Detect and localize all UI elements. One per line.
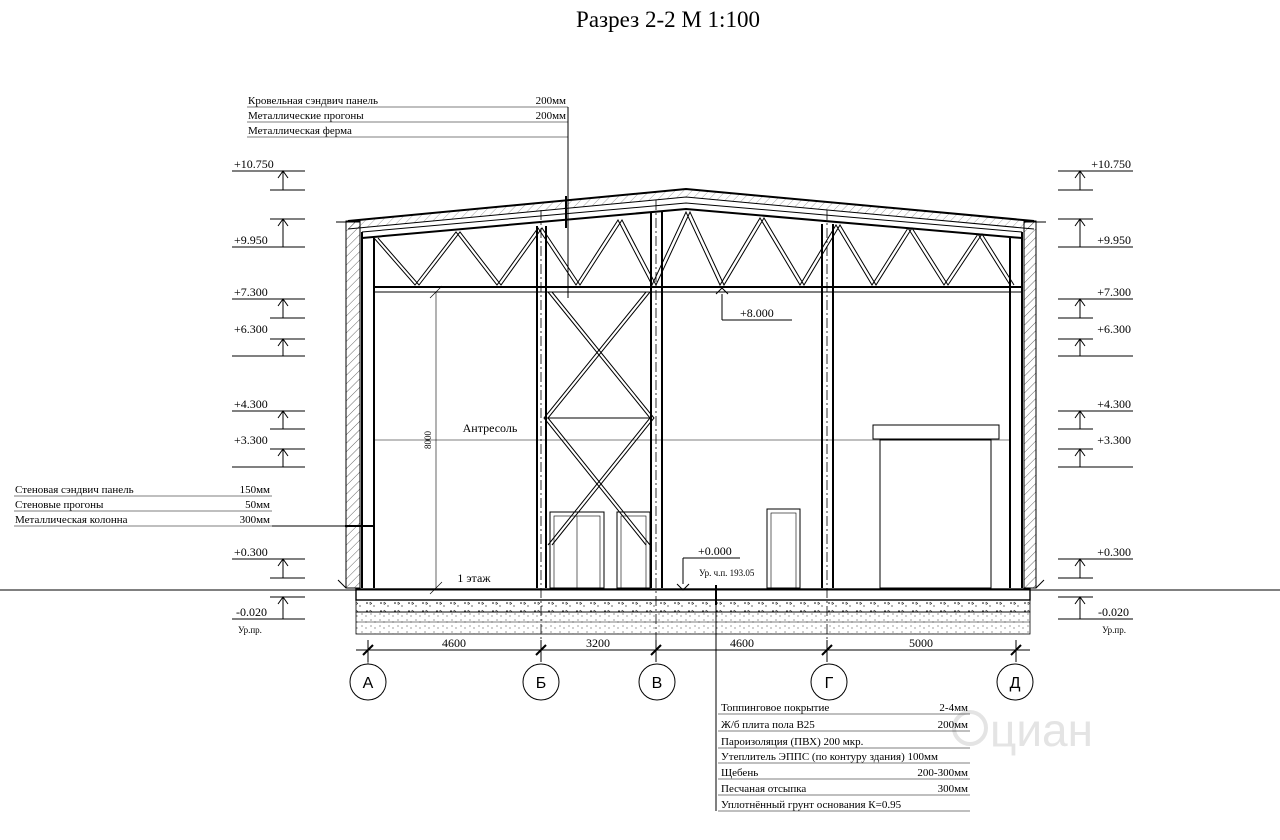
wall-layer-name: Стеновые прогоны xyxy=(15,499,104,511)
wall-layer-value: 50мм xyxy=(245,499,270,511)
elevation-mark: +10.750 xyxy=(234,157,274,171)
elevation-mark: +9.950 xyxy=(234,233,268,247)
wall-layer-name: Металлическая колонна xyxy=(15,514,128,526)
grid-axes xyxy=(350,662,1033,700)
roof-layer-name: Кровельная сэндвич панель xyxy=(248,95,379,107)
roof-layer-name: Металлическая ферма xyxy=(248,125,352,137)
span-dimensions xyxy=(356,636,1030,662)
elevation-mark: +7.300 xyxy=(234,285,268,299)
roof-layers-table xyxy=(247,95,568,298)
height-dimension: 8000 xyxy=(423,431,433,449)
elevation-mark: +10.750 xyxy=(1091,157,1131,171)
floor-layer-value: 2-4мм xyxy=(939,702,968,714)
axis-label: В xyxy=(651,675,663,692)
drawing-title: Разрез 2-2 М 1:100 xyxy=(576,7,760,32)
floor-zero-mark: +0.000 xyxy=(698,544,732,558)
elevation-mark: +3.300 xyxy=(1097,433,1131,447)
elevation-mark: +9.950 xyxy=(1097,233,1131,247)
watermark-text: циан xyxy=(990,704,1094,756)
wall-layers-table xyxy=(14,484,374,526)
floor-layer-name: Песчаная отсыпка xyxy=(721,783,807,795)
building-frame xyxy=(336,189,1046,650)
elevation-marks-left xyxy=(232,157,305,635)
span-dimension: 4600 xyxy=(442,636,466,650)
elevation-mark: +7.300 xyxy=(1097,285,1131,299)
elevation-mark: +4.300 xyxy=(234,397,268,411)
ground-level-label: Ур.пр. xyxy=(1102,625,1126,635)
floor-layer-name: Пароизоляция (ПВХ) 200 мкр. xyxy=(721,736,864,748)
floor-layer-name: Ж/б плита пола B25 xyxy=(721,719,815,731)
floor-layer-name: Утеплитель ЭППС (по контуру здания) 100мм xyxy=(721,751,938,763)
elevation-mark: +6.300 xyxy=(234,322,268,336)
elevation-mark: +0.300 xyxy=(234,545,268,559)
floor-layer-value: 200-300мм xyxy=(917,767,968,779)
mezzanine-label: Антресоль xyxy=(462,421,518,435)
truss-bottom-mark: +8.000 xyxy=(740,306,774,320)
ground-level-label: Ур.пр. xyxy=(238,625,262,635)
elevation-mark: -0.020 xyxy=(1098,605,1129,619)
floor-layer-name: Щебень xyxy=(721,767,759,779)
span-dimension: 5000 xyxy=(909,636,933,650)
wall-layer-name: Стеновая сэндвич панель xyxy=(15,484,134,496)
floor-layer-name: Топпинговое покрытие xyxy=(721,702,830,714)
axis-label: А xyxy=(362,675,374,692)
elevation-mark: +4.300 xyxy=(1097,397,1131,411)
floor-layer-name: Уплотнённый грунт основания К=0.95 xyxy=(721,799,902,811)
roof-layer-value: 200мм xyxy=(535,95,566,107)
roof-layer-name: Металлические прогоны xyxy=(248,110,364,122)
roof-layer-value: 200мм xyxy=(535,110,566,122)
axis-label: Д xyxy=(1009,675,1021,692)
span-dimension: 4600 xyxy=(730,636,754,650)
axis-label: Г xyxy=(824,675,834,692)
floor-level-label: Ур. ч.п. 193.05 xyxy=(699,568,755,578)
floor-label: 1 этаж xyxy=(457,571,491,585)
wall-layer-value: 150мм xyxy=(239,484,270,496)
span-dimension: 3200 xyxy=(586,636,610,650)
floor-layer-value: 200мм xyxy=(937,719,968,731)
wall-layer-value: 300мм xyxy=(239,514,270,526)
axis-label: Б xyxy=(535,675,547,692)
elevation-marks-right xyxy=(1058,157,1133,635)
elevation-mark: -0.020 xyxy=(236,605,267,619)
elevation-mark: +0.300 xyxy=(1097,545,1131,559)
elevation-mark: +6.300 xyxy=(1097,322,1131,336)
floor-layer-value: 300мм xyxy=(937,783,968,795)
elevation-mark: +3.300 xyxy=(234,433,268,447)
